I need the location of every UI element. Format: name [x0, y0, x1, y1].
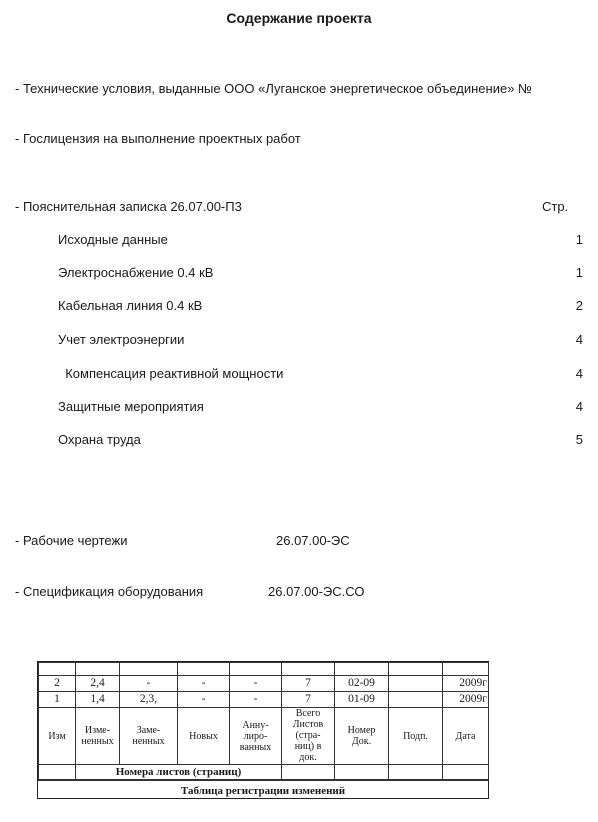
table-cell: 02-09 — [335, 676, 389, 692]
table-cell: 2009г — [443, 692, 489, 708]
toc-page: 2 — [575, 298, 583, 313]
table-row — [39, 676, 489, 692]
table-header-row — [39, 708, 489, 765]
toc-row — [58, 265, 583, 283]
page-title: Содержание проекта — [226, 10, 372, 26]
toc-page: 4 — [575, 399, 583, 414]
tech-conditions-item: - Технические условия, выданные ООО «Луганское энергетическое объединение» № — [15, 81, 532, 96]
toc-page: 5 — [575, 432, 583, 447]
header-cell: Изме- ненных — [76, 708, 120, 765]
table-cell: - — [178, 692, 230, 708]
header-cell: Всего Листов (стра- ниц) в док. — [282, 708, 335, 765]
table-cell: 7 — [282, 676, 335, 692]
header-cell: Анну- лиро- ванных — [230, 708, 282, 765]
table-cell: 01-09 — [335, 692, 389, 708]
toc-title: Кабельная линия 0.4 кВ — [58, 298, 203, 313]
drawings-code: 26.07.00-ЭС — [276, 533, 350, 548]
table-cell — [389, 692, 443, 708]
header-cell: Подп. — [389, 708, 443, 765]
table-row — [39, 692, 489, 708]
specification-label: - Спецификация оборудования — [15, 584, 204, 599]
toc-row — [58, 298, 583, 316]
table-cell: 1,4 — [76, 692, 120, 708]
toc-row — [58, 432, 583, 450]
toc-page: 1 — [575, 265, 583, 280]
table-cell: - — [230, 676, 282, 692]
table-caption: Таблица регистрации изменений — [38, 780, 488, 801]
drawings-label: - Рабочие чертежи — [15, 533, 128, 548]
table-cell: 2,3, — [120, 692, 178, 708]
explanatory-note-item: - Пояснительная записка 26.07.00-П3 — [15, 199, 242, 214]
toc-page: 4 — [575, 332, 583, 347]
toc-page: 1 — [575, 232, 583, 247]
toc-row — [58, 232, 583, 250]
toc-title: Учет электроэнергии — [58, 332, 185, 347]
table-cell: 2009г — [443, 676, 489, 692]
toc-row — [58, 399, 583, 417]
group-label: Номера листов (страниц) — [76, 765, 282, 780]
header-cell: Дата — [443, 708, 489, 765]
table-cell: 2 — [39, 676, 76, 692]
toc-title: Охрана труда — [58, 432, 141, 447]
table-row-empty — [39, 663, 489, 676]
table-cell: - — [120, 676, 178, 692]
table-cell: 2,4 — [76, 676, 120, 692]
change-registration-table — [37, 661, 489, 799]
toc-title: Исходные данные — [58, 232, 168, 247]
table-cell: 1 — [39, 692, 76, 708]
table-cell: - — [178, 676, 230, 692]
header-cell: Заме- ненных — [120, 708, 178, 765]
table-cell: 7 — [282, 692, 335, 708]
toc-title: Защитные мероприятия — [58, 399, 204, 414]
license-item: - Гослицензия на выполнение проектных работ — [15, 131, 301, 146]
header-cell: Изм — [39, 708, 76, 765]
table-group-row — [39, 765, 489, 780]
header-cell: Номер Док. — [335, 708, 389, 765]
specification-code: 26.07.00-ЭС.СО — [268, 584, 365, 599]
toc-row — [58, 332, 583, 350]
table-cell: - — [230, 692, 282, 708]
header-cell: Новых — [178, 708, 230, 765]
page-column-header: Стр. — [542, 199, 569, 214]
toc-title: Электроснабжение 0.4 кВ — [58, 265, 214, 280]
toc-row — [58, 366, 583, 384]
toc-title: Компенсация реактивной мощности — [58, 366, 284, 381]
table-cell — [389, 676, 443, 692]
toc-page: 4 — [575, 366, 583, 381]
